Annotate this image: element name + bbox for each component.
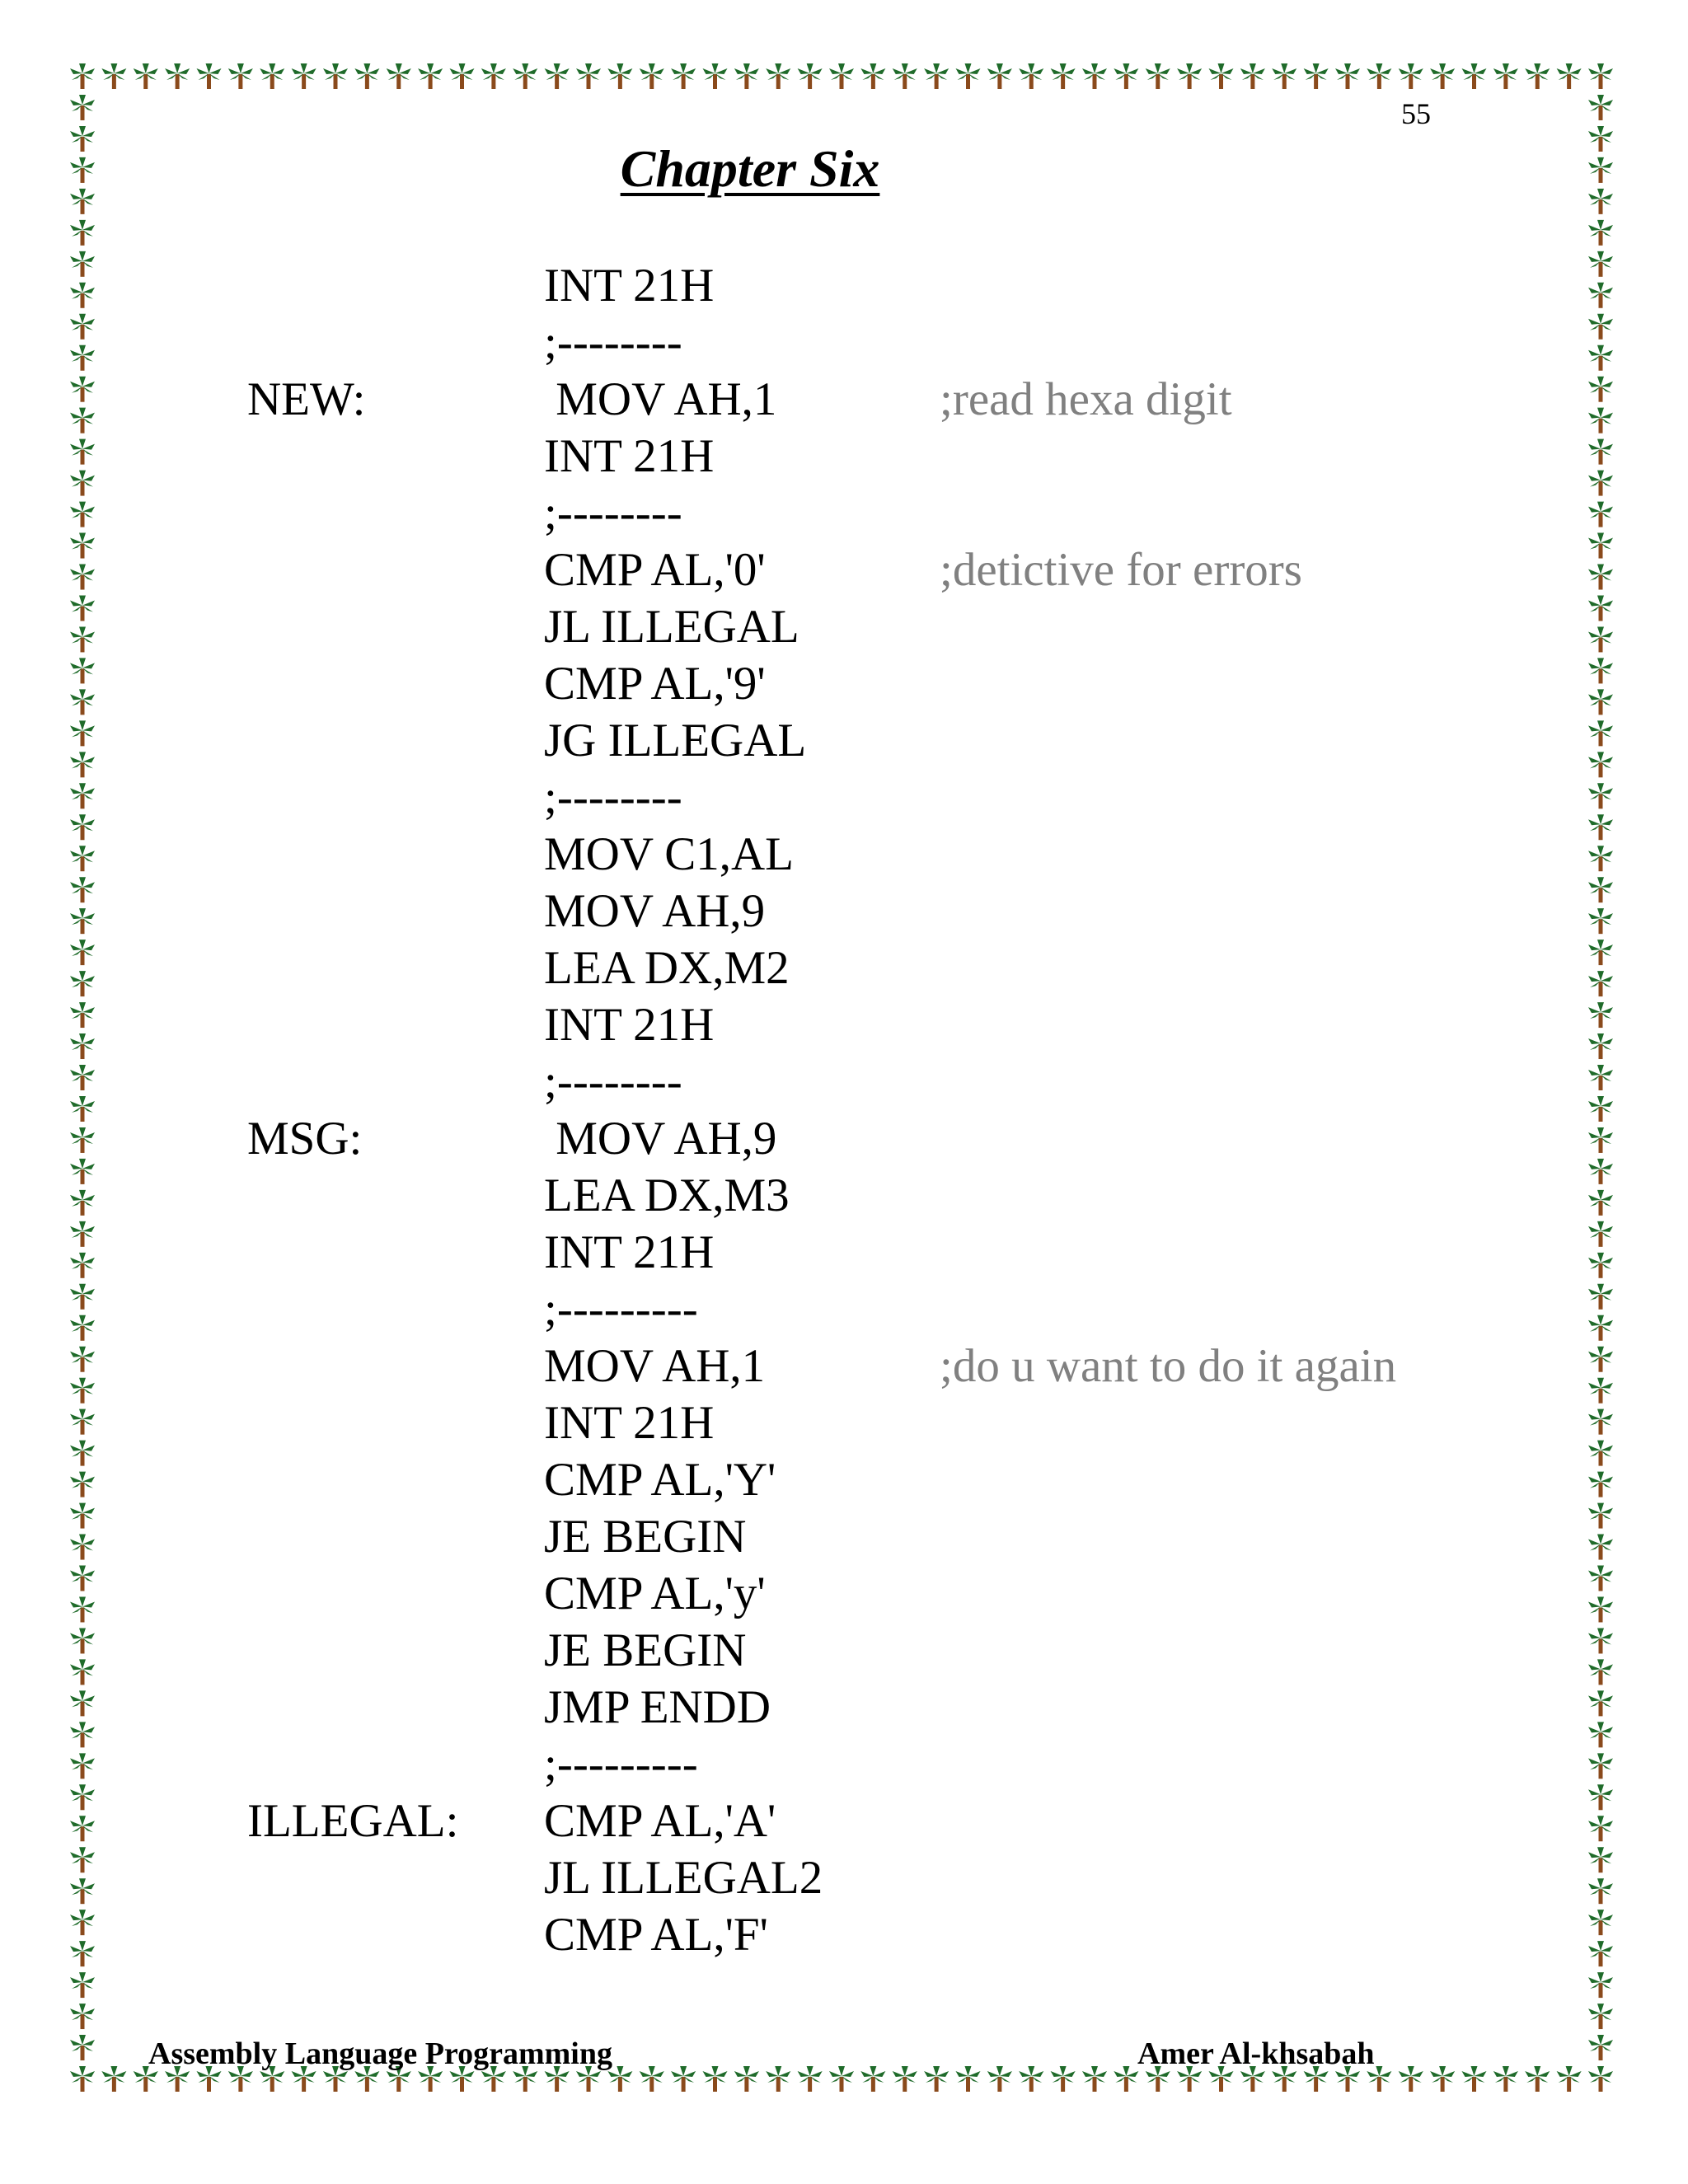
code-label: NEW: <box>247 373 366 425</box>
code-line <box>0 428 1688 485</box>
footer-author: Amer Al-khsabah <box>1137 2036 1375 2071</box>
code-instruction: ;--------- <box>544 1738 698 1790</box>
palm-tree-icon <box>1082 63 1107 89</box>
palm-tree-icon <box>640 63 664 89</box>
palm-tree-icon <box>1051 63 1076 89</box>
code-line <box>0 1622 1688 1679</box>
palm-tree-icon <box>418 63 443 89</box>
code-instruction: CMP AL,'F' <box>544 1909 768 1961</box>
palm-tree-icon <box>703 2066 728 2092</box>
code-line <box>0 1110 1688 1167</box>
palm-tree-icon <box>829 2066 854 2092</box>
palm-tree-icon <box>70 1972 95 1998</box>
palm-tree-icon <box>1304 63 1329 89</box>
code-line <box>0 1736 1688 1793</box>
palm-tree-icon <box>1240 63 1265 89</box>
palm-tree-icon <box>70 220 95 246</box>
code-instruction: CMP AL,'Y' <box>544 1454 776 1506</box>
palm-tree-icon <box>1399 2066 1423 2092</box>
palm-tree-icon <box>924 63 949 89</box>
palm-tree-icon <box>766 2066 790 2092</box>
code-line <box>0 1849 1688 1906</box>
palm-tree-icon <box>1209 63 1234 89</box>
code-comment: ;do u want to do it again <box>940 1340 1397 1392</box>
palm-tree-icon <box>893 63 917 89</box>
code-instruction: CMP AL,'0' <box>544 544 766 596</box>
palm-tree-icon <box>70 63 95 89</box>
code-instruction: ;-------- <box>544 316 682 368</box>
palm-tree-icon <box>1019 63 1043 89</box>
palm-tree-icon <box>1114 2066 1138 2092</box>
code-instruction: MOV AH,1 <box>544 373 777 425</box>
code-line <box>0 1167 1688 1224</box>
palm-tree-icon <box>1399 63 1423 89</box>
code-line <box>0 769 1688 826</box>
palm-tree-icon <box>513 63 537 89</box>
code-line <box>0 1224 1688 1281</box>
code-instruction: JL ILLEGAL2 <box>544 1852 823 1904</box>
palm-tree-icon <box>1525 63 1550 89</box>
code-instruction: MOV C1,AL <box>544 828 794 880</box>
code-instruction: ;-------- <box>544 771 682 823</box>
page-number: 55 <box>1401 97 1431 130</box>
code-instruction: ;-------- <box>544 1056 682 1108</box>
palm-tree-icon <box>640 2066 664 2092</box>
palm-tree-icon <box>1588 2004 1613 2029</box>
palm-tree-icon <box>987 63 1012 89</box>
code-instruction: JE BEGIN <box>544 1511 747 1563</box>
code-instruction: JMP ENDD <box>544 1681 771 1733</box>
code-instruction: MOV AH,1 <box>544 1340 766 1392</box>
palm-tree-icon <box>924 2066 949 2092</box>
code-line <box>0 1281 1688 1338</box>
palm-tree-icon <box>1367 63 1391 89</box>
palm-tree-icon <box>766 63 790 89</box>
code-label: MSG: <box>247 1113 363 1165</box>
code-line <box>0 1053 1688 1110</box>
palm-tree-icon <box>1588 1972 1613 1998</box>
code-line <box>0 257 1688 314</box>
code-instruction: ;--------- <box>544 1283 698 1335</box>
code-instruction: LEA DX,M2 <box>544 942 790 994</box>
palm-tree-icon <box>197 63 222 89</box>
code-line <box>0 314 1688 371</box>
palm-tree-icon <box>703 63 728 89</box>
palm-tree-icon <box>481 63 506 89</box>
palm-tree-icon <box>576 63 601 89</box>
code-listing <box>0 257 1688 1963</box>
code-instruction: MOV AH,9 <box>544 885 766 937</box>
code-line <box>0 940 1688 996</box>
palm-tree-icon <box>1462 2066 1487 2092</box>
palm-tree-icon <box>1335 63 1360 89</box>
palm-tree-icon <box>228 63 253 89</box>
palm-tree-icon <box>987 2066 1012 2092</box>
code-instruction: MOV AH,9 <box>544 1113 777 1165</box>
palm-tree-icon <box>1272 63 1296 89</box>
palm-tree-icon <box>1588 63 1613 89</box>
palm-tree-icon <box>1588 95 1613 120</box>
code-instruction: INT 21H <box>544 260 715 312</box>
palm-tree-icon <box>323 63 348 89</box>
code-line <box>0 1793 1688 1849</box>
palm-tree-icon <box>734 63 759 89</box>
palm-tree-icon <box>893 2066 917 2092</box>
palm-tree-icon <box>1588 2035 1613 2060</box>
palm-tree-icon <box>1430 2066 1455 2092</box>
palm-tree-icon <box>450 63 475 89</box>
palm-tree-icon <box>734 2066 759 2092</box>
palm-tree-icon <box>70 2035 95 2060</box>
chapter-title: Chapter Six <box>620 139 880 198</box>
palm-tree-icon <box>1051 2066 1076 2092</box>
palm-tree-icon <box>607 63 632 89</box>
palm-tree-icon <box>798 2066 823 2092</box>
palm-tree-icon <box>1557 63 1582 89</box>
palm-tree-icon <box>1588 189 1613 214</box>
code-line <box>0 1565 1688 1622</box>
palm-tree-icon <box>1493 2066 1518 2092</box>
palm-tree-icon <box>1146 63 1170 89</box>
palm-tree-icon <box>1430 63 1455 89</box>
palm-tree-icon <box>1588 126 1613 152</box>
palm-tree-icon <box>671 63 696 89</box>
code-instruction: ;-------- <box>544 487 682 539</box>
palm-tree-icon <box>260 63 284 89</box>
palm-tree-icon <box>860 2066 885 2092</box>
palm-tree-icon <box>292 63 316 89</box>
palm-tree-icon <box>1019 2066 1043 2092</box>
palm-tree-icon <box>70 2066 95 2092</box>
palm-tree-icon <box>165 63 190 89</box>
code-instruction: CMP AL,'9' <box>544 658 766 710</box>
palm-tree-icon <box>1557 2066 1582 2092</box>
code-instruction: JL ILLEGAL <box>544 601 799 653</box>
code-line <box>0 1451 1688 1508</box>
code-line <box>0 371 1688 428</box>
code-instruction: JE BEGIN <box>544 1624 747 1676</box>
code-line <box>0 826 1688 883</box>
palm-tree-icon <box>101 63 126 89</box>
code-line <box>0 1394 1688 1451</box>
palm-tree-icon <box>70 2004 95 2029</box>
code-instruction: INT 21H <box>544 1397 715 1449</box>
code-instruction: CMP AL,'A' <box>544 1795 776 1847</box>
palm-tree-icon <box>387 63 411 89</box>
code-line <box>0 485 1688 541</box>
palm-tree-icon <box>1462 63 1487 89</box>
palm-tree-icon <box>545 63 570 89</box>
code-line <box>0 655 1688 712</box>
palm-tree-icon <box>956 63 981 89</box>
code-line <box>0 1906 1688 1963</box>
palm-tree-icon <box>1588 220 1613 246</box>
code-comment: ;detictive for errors <box>940 544 1302 596</box>
code-line <box>0 712 1688 769</box>
code-instruction: INT 21H <box>544 999 715 1051</box>
code-instruction: JG ILLEGAL <box>544 715 807 766</box>
code-line <box>0 996 1688 1053</box>
palm-tree-icon <box>1177 63 1202 89</box>
code-instruction: INT 21H <box>544 1226 715 1278</box>
code-label: ILLEGAL: <box>247 1795 459 1847</box>
code-line <box>0 541 1688 598</box>
palm-tree-icon <box>134 63 158 89</box>
palm-tree-icon <box>860 63 885 89</box>
code-line <box>0 1679 1688 1736</box>
palm-tree-icon <box>1082 2066 1107 2092</box>
palm-tree-icon <box>1525 2066 1550 2092</box>
code-instruction: INT 21H <box>544 430 715 482</box>
palm-tree-icon <box>1588 2066 1613 2092</box>
palm-tree-icon <box>354 63 379 89</box>
code-line <box>0 883 1688 940</box>
code-line <box>0 598 1688 655</box>
palm-tree-icon <box>70 95 95 120</box>
palm-tree-icon <box>1114 63 1138 89</box>
palm-tree-icon <box>956 2066 981 2092</box>
code-instruction: CMP AL,'y' <box>544 1568 766 1619</box>
code-instruction: LEA DX,M3 <box>544 1169 790 1221</box>
palm-tree-icon <box>101 2066 126 2092</box>
palm-tree-icon <box>829 63 854 89</box>
palm-tree-icon <box>671 2066 696 2092</box>
code-comment: ;read hexa digit <box>940 373 1232 425</box>
code-line <box>0 1338 1688 1394</box>
code-line <box>0 1508 1688 1565</box>
palm-tree-icon <box>1493 63 1518 89</box>
palm-tree-icon <box>798 63 823 89</box>
palm-tree-icon <box>1588 157 1613 183</box>
footer-book-title: Assembly Language Programming <box>148 2036 612 2071</box>
